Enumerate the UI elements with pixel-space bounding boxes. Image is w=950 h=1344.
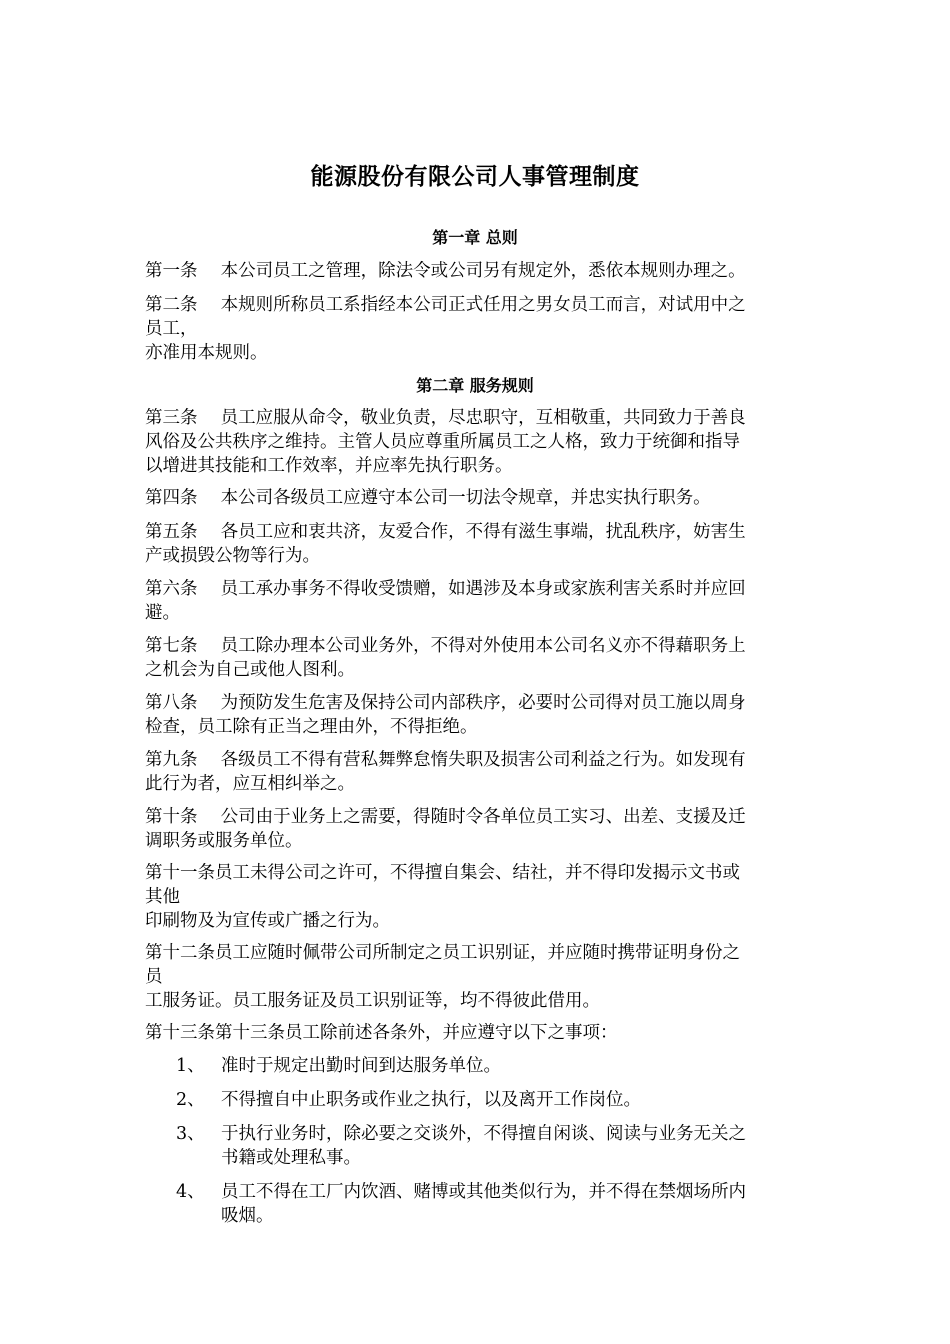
article-text: 风俗及公共秩序之维持。主管人员应尊重所属员工之人格，致力于统御和指导 xyxy=(145,432,740,452)
article-text: 各级员工不得有营私舞弊怠惰失职及损害公司利益之行为。如发现有 xyxy=(220,750,746,770)
article-13 xyxy=(145,1021,809,1045)
list-item-number: 3、 xyxy=(176,1124,205,1144)
article-8 xyxy=(145,691,809,739)
article-text: 为预防发生危害及保持公司内部秩序，必要时公司得对员工施以周身 xyxy=(220,693,746,713)
article-label: 第一条 xyxy=(145,261,198,281)
list-item-number: 1、 xyxy=(176,1056,205,1076)
list-item-line: 于执行业务时，除必要之交谈外，不得擅自闲谈、阅读与业务无关之 xyxy=(221,1124,746,1144)
article-1 xyxy=(145,259,809,283)
chapter-heading: 第二章 服务规则 xyxy=(416,376,534,395)
article-7 xyxy=(145,634,809,682)
article-12 xyxy=(145,941,809,1013)
article-label: 第九条 xyxy=(145,750,198,770)
article-3 xyxy=(145,406,809,478)
article-text: 第十三条第十三条员工除前述各条外，并应遵守以下之事项： xyxy=(145,1023,618,1043)
article-label: 第二条 xyxy=(145,295,198,315)
article-text: 公司由于业务上之需要，得随时令各单位员工实习、出差、支援及迁 xyxy=(220,807,746,827)
list-item-text: 不得擅自中止职务或作业之执行，以及离开工作岗位。 xyxy=(221,1090,641,1110)
article-text: 各员工应和衷共济，友爱合作，不得有滋生事端，扰乱秩序，妨害生 xyxy=(220,522,746,542)
page-title: 能源股份有限公司人事管理制度 xyxy=(310,164,640,190)
article-label: 第三条 xyxy=(145,408,198,428)
article-text: 印刷物及为宣传或广播之行为。 xyxy=(145,911,390,931)
article-text: 避。 xyxy=(145,603,180,623)
list-item-line: 吸烟。 xyxy=(221,1206,274,1226)
article-text: 员工承办事务不得收受馈赠，如遇涉及本身或家族利害关系时并应回 xyxy=(220,579,746,599)
article-10 xyxy=(145,805,809,853)
article-text: 本公司员工之管理，除法令或公司另有规定外，悉依本规则办理之。 xyxy=(220,261,746,281)
article-label: 第七条 xyxy=(145,636,198,656)
list-item-number: 4、 xyxy=(176,1182,205,1202)
article-2 xyxy=(145,293,809,365)
article-label: 第五条 xyxy=(145,522,198,542)
list-item-number: 2、 xyxy=(176,1090,205,1110)
list-item-line: 员工不得在工厂内饮酒、赌博或其他类似行为，并不得在禁烟场所内 xyxy=(221,1182,746,1202)
list-item-text xyxy=(221,1180,816,1228)
list-item-text xyxy=(221,1122,816,1170)
article-6 xyxy=(145,577,809,625)
article-text: 员工， xyxy=(145,319,198,339)
article-5 xyxy=(145,520,809,568)
list-item-text: 准时于规定出勤时间到达服务单位。 xyxy=(221,1056,501,1076)
list-item-line: 书籍或处理私事。 xyxy=(221,1148,361,1168)
article-text: 其他 xyxy=(145,887,180,907)
chapter-heading: 第一章 总则 xyxy=(432,228,518,247)
article-text: 第十一条员工未得公司之许可，不得擅自集会、结社，并不得印发揭示文书或 xyxy=(145,863,740,883)
article-4 xyxy=(145,486,809,510)
article-text: 亦准用本规则。 xyxy=(145,343,268,363)
article-text: 员 xyxy=(145,967,163,987)
article-label: 第八条 xyxy=(145,693,198,713)
article-text: 本公司各级员工应遵守本公司一切法令规章，并忠实执行职务。 xyxy=(220,488,711,508)
article-text: 此行为者，应互相纠举之。 xyxy=(145,774,355,794)
article-label: 第十条 xyxy=(145,807,198,827)
article-text: 员工应服从命令，敬业负责，尽忠职守，互相敬重，共同致力于善良 xyxy=(220,408,746,428)
article-text: 以增进其技能和工作效率，并应率先执行职务。 xyxy=(145,456,513,476)
article-9 xyxy=(145,748,809,796)
article-text: 调职务或服务单位。 xyxy=(145,831,303,851)
article-text: 员工除办理本公司业务外，不得对外使用本公司名义亦不得藉职务上 xyxy=(220,636,746,656)
article-label: 第六条 xyxy=(145,579,198,599)
article-text: 本规则所称员工系指经本公司正式任用之男女员工而言，对试用中之 xyxy=(220,295,746,315)
article-11 xyxy=(145,861,809,933)
article-text: 第十二条员工应随时佩带公司所制定之员工识别证，并应随时携带证明身份之 xyxy=(145,943,740,963)
article-text: 工服务证。员工服务证及员工识别证等，均不得彼此借用。 xyxy=(145,991,600,1011)
article-text: 之机会为自己或他人图利。 xyxy=(145,660,355,680)
article-label: 第四条 xyxy=(145,488,198,508)
article-text: 产或损毁公物等行为。 xyxy=(145,546,320,566)
article-text: 检查，员工除有正当之理由外，不得拒绝。 xyxy=(145,717,478,737)
